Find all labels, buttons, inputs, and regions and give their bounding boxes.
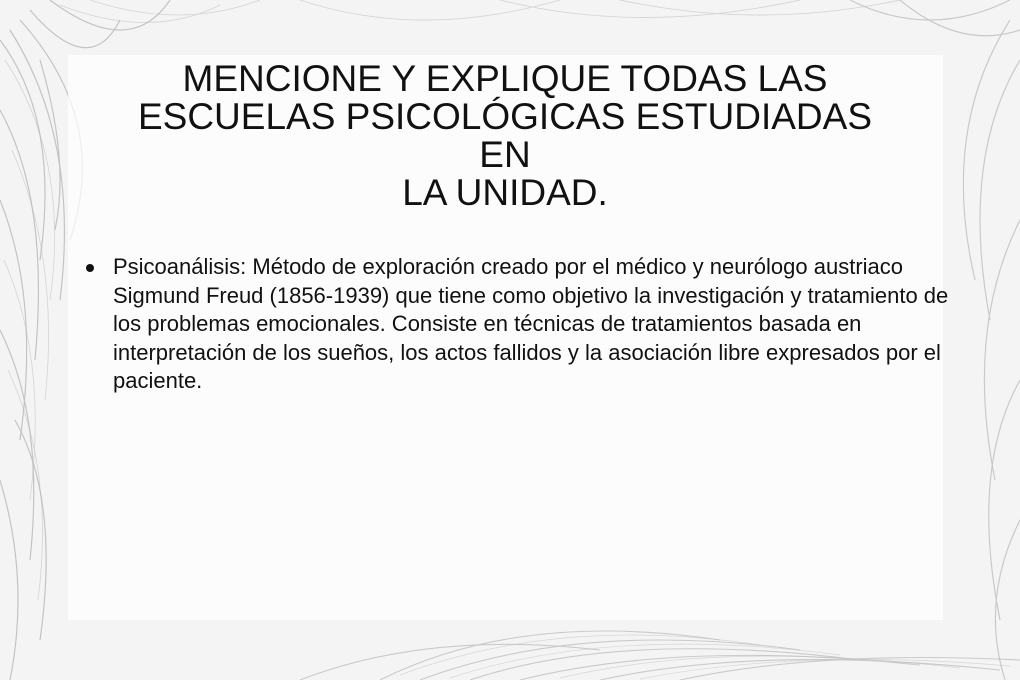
title-line: LA UNIDAD. <box>402 172 608 213</box>
title-line: MENCIONE Y EXPLIQUE TODAS LAS <box>182 58 828 99</box>
slide-title <box>40 60 970 212</box>
bullet-list <box>76 253 956 396</box>
bullet-text: Psicoanálisis: Método de exploración creado por el médico y neurólogo austriaco Sigmund Freud (1856-1939) que tiene como objetivo la investigación y tratamiento de los problemas emocionales. Consiste en técnicas de tratamientos basada en interpretación de los sueños, los actos fallidos y la asociación libre expresados por el paciente. <box>113 254 949 393</box>
title-line: ESCUELAS PSICOLÓGICAS ESTUDIADAS <box>137 96 873 137</box>
title-line: EN <box>479 134 531 175</box>
bullet-dot-icon <box>86 264 94 272</box>
bullet-item <box>76 253 956 396</box>
